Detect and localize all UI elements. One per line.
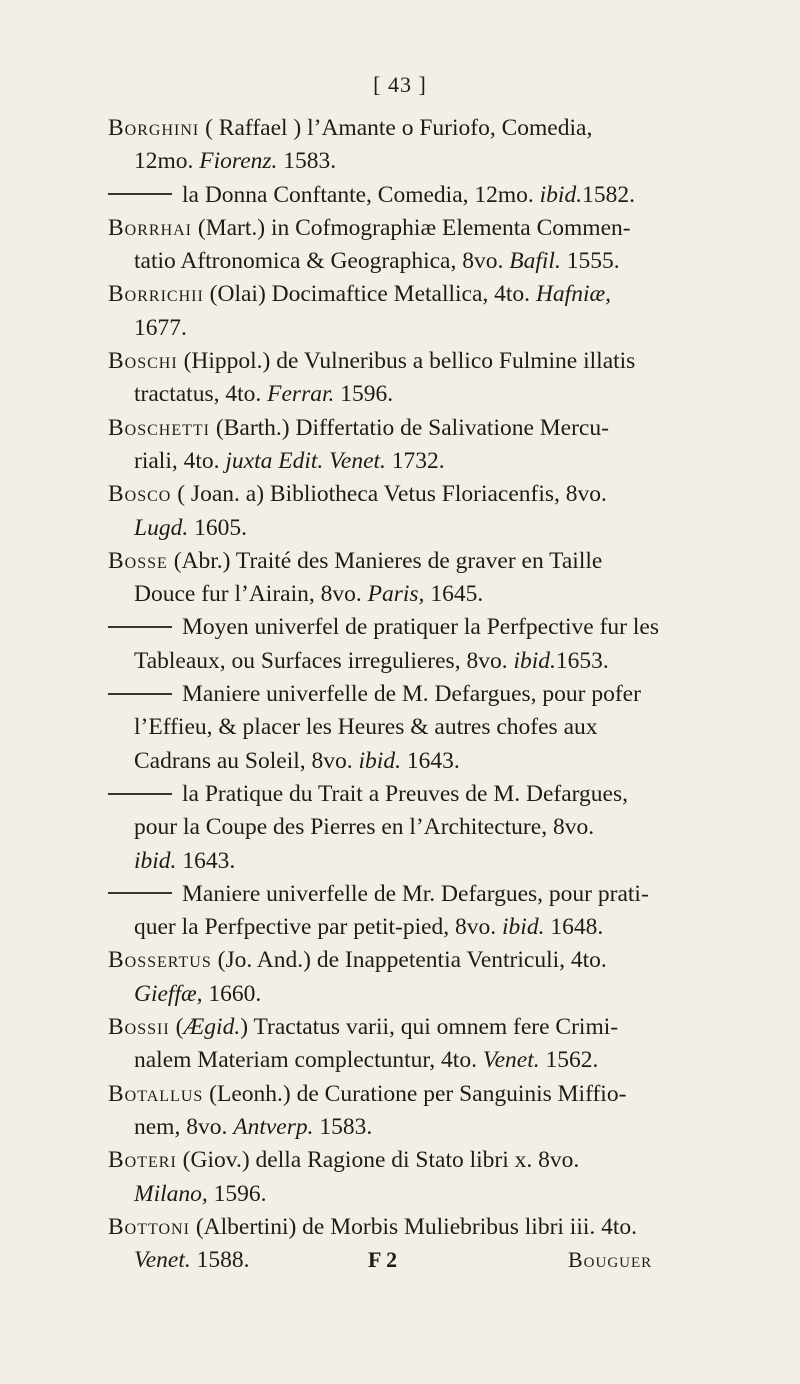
italic-text: Ægid.: [183, 1014, 241, 1041]
entry-continuation-line: [108, 312, 732, 345]
entry-continuation-line: [108, 1178, 732, 1211]
entry-text: tatio Aftronomica & Geographica, 8vo.: [134, 248, 510, 275]
ditto-dash: [108, 626, 172, 628]
entry-line: [108, 944, 732, 977]
entry-text: 1562.: [539, 1047, 599, 1074]
author-name: Borrichii: [108, 281, 204, 308]
entry-text: 1596.: [334, 381, 394, 408]
italic-text: ibid.: [539, 181, 583, 208]
entry-line: [108, 278, 732, 311]
author-name: Boteri: [108, 1147, 177, 1174]
entry-text: 1582.: [582, 181, 635, 208]
entry-text: 1605.: [188, 514, 247, 541]
italic-text: Antverp.: [233, 1113, 314, 1140]
entry-continuation-line: [108, 811, 732, 844]
entry-text: 1653.: [555, 647, 609, 674]
italic-text: ibid.: [502, 914, 545, 941]
italic-text: Venet.: [134, 1247, 191, 1274]
italic-text: Venet.: [482, 1047, 540, 1074]
entry-line: [108, 1011, 732, 1044]
entry-continuation-line: [108, 745, 732, 778]
italic-text: Ferrar.: [267, 381, 335, 408]
entry-text: Maniere univerfelle de M. Defargues, pour pofer: [182, 681, 641, 708]
italic-text: Gieffæ,: [134, 980, 203, 1007]
entry-text: (: [169, 1014, 184, 1041]
author-name: Bossii: [108, 1014, 170, 1041]
entry-continuation-line: [108, 911, 732, 944]
author-name: Bosse: [108, 547, 168, 574]
entry-text: ( Joan. a) Bibliotheca Vetus Floriacenfis, 8vo.: [171, 481, 607, 508]
entry-continuation-line: [108, 245, 732, 278]
entry-continuation-line: [108, 711, 732, 744]
italic-text: juxta Edit. Venet.: [225, 447, 386, 474]
entry-continuation-line: [108, 1044, 732, 1077]
ditto-dash: [108, 693, 172, 695]
entry-text: (Jo. And.) de Inappetentia Ventriculi, 4to.: [211, 947, 607, 974]
author-name: Bossertus: [108, 947, 212, 974]
ditto-dash: [108, 193, 172, 195]
author-name: Borghini: [108, 115, 200, 141]
entry-continuation-line: [108, 978, 732, 1011]
entry-line: [108, 1211, 732, 1244]
entry-line: [108, 678, 732, 711]
entry-line: [108, 345, 732, 378]
entry-line: [108, 478, 732, 511]
entry-text: riali, 4to.: [134, 447, 226, 474]
entry-text: (Albertini) de Morbis Muliebribus libri iii. 4to.: [189, 1213, 638, 1240]
entry-text: Moyen univerfel de pratiquer la Perfpective fur les: [182, 614, 659, 641]
entry-text: 1583.: [313, 1113, 373, 1140]
entry-text: la Donna Conftante, Comedia, 12mo.: [182, 181, 540, 208]
entry-text: la Pratique du Trait a Preuves de M. Defargues,: [182, 780, 628, 807]
entry-text: nalem Materiam complectuntur, 4to.: [134, 1047, 483, 1074]
entry-text: 1660.: [202, 980, 262, 1007]
ditto-dash: [108, 793, 172, 795]
entry-text: 1555.: [560, 248, 620, 275]
entry-line: [108, 179, 732, 212]
entry-continuation-line: [108, 645, 732, 678]
ditto-dash: [108, 892, 172, 894]
entry-text: l’Effieu, & placer les Heures & autres chofes aux: [134, 714, 598, 741]
entry-continuation-line: [108, 145, 732, 178]
entry-continuation-line: [108, 512, 732, 545]
italic-text: ibid.: [134, 847, 177, 874]
author-name: Bosco: [108, 481, 172, 508]
italic-text: ibid.: [358, 747, 401, 774]
entry-continuation-line: [108, 845, 732, 878]
entry-text: (Olai) Docimaftice Metallica, 4to.: [203, 281, 536, 308]
entry-text: Cadrans au Soleil, 8vo.: [134, 747, 359, 774]
entry-line: [108, 212, 732, 245]
italic-text: ibid.: [513, 647, 556, 674]
entry-text: 1645.: [424, 581, 484, 608]
entry-continuation-line: [108, 445, 732, 478]
entry-text: 1583.: [277, 148, 337, 175]
italic-text: Bafil.: [509, 248, 561, 275]
entry-text: 1643.: [400, 747, 460, 774]
entry-line: [108, 412, 732, 445]
entry-text: (Giov.) della Ragione di Stato libri x. 8vo.: [176, 1147, 580, 1174]
entry-text: (Abr.) Traité des Manieres de graver en Taille: [167, 547, 603, 574]
page-number: [ 43 ]: [373, 72, 427, 97]
entry-line: [108, 545, 732, 578]
entry-line: [108, 112, 732, 145]
entry-continuation-line: [108, 1111, 732, 1144]
entry-text: ) Tractatus varii, qui omnem fere Crimi-: [240, 1014, 619, 1041]
italic-text: Paris,: [367, 581, 425, 608]
entry-line: [108, 778, 732, 811]
entry-text: 1648.: [544, 914, 604, 941]
signature-mark: F 2: [368, 1247, 398, 1272]
entry-line: [108, 611, 732, 644]
author-name: Boschetti: [108, 414, 211, 441]
entry-text: (Mart.) in Cofmographiæ Elementa Commen-: [192, 214, 631, 241]
italic-text: Lugd.: [134, 514, 189, 541]
entry-text: quer la Perfpective par petit-pied, 8vo.: [134, 914, 503, 941]
author-name: Botallus: [108, 1080, 204, 1107]
entry-text: 1677.: [134, 314, 187, 341]
italic-text: Milano,: [134, 1180, 208, 1207]
entry-line: [108, 1144, 732, 1177]
entry-text: pour la Coupe des Pierres en l’Architecture, 8vo.: [134, 814, 595, 841]
entry-text: tractatus, 4to.: [134, 381, 268, 408]
italic-text: Hafniæ,: [535, 281, 612, 308]
entry-text: 1588.: [190, 1247, 250, 1274]
entry-text: (Hippol.) de Vulneribus a bellico Fulmine illatis: [177, 348, 636, 375]
entry-text: 1732.: [385, 447, 445, 474]
entry-text: 12mo.: [134, 148, 200, 175]
bibliography-entries: [108, 112, 732, 1277]
entry-text: 1596.: [207, 1180, 267, 1207]
entry-text: (Leonh.) de Curatione per Sanguinis Miffio-: [203, 1080, 627, 1107]
entry-text: nem, 8vo.: [134, 1113, 234, 1140]
entry-line: [108, 878, 732, 911]
author-name: Boschi: [108, 348, 178, 375]
entry-text: ( Raffael ) l’Amante o Furiofo, Comedia,: [199, 115, 593, 141]
entry-text: Maniere univerfelle de Mr. Defargues, pour prati-: [182, 880, 649, 907]
entry-text: Tableaux, ou Surfaces irregulieres, 8vo.: [134, 647, 514, 674]
author-name: Bottoni: [108, 1213, 190, 1240]
entry-text: (Barth.) Differtatio de Salivatione Mercu-: [210, 414, 609, 441]
entry-line: [108, 1078, 732, 1111]
entry-text: 1643.: [176, 847, 236, 874]
entry-continuation-line: [108, 378, 732, 411]
entry-text: Douce fur l’Airain, 8vo.: [134, 581, 368, 608]
entry-continuation-line: [108, 578, 732, 611]
italic-text: Fiorenz.: [199, 148, 278, 175]
catchword: Bouguer: [568, 1247, 653, 1272]
page-footer: [0, 1247, 800, 1287]
author-name: Borrhai: [108, 214, 193, 241]
